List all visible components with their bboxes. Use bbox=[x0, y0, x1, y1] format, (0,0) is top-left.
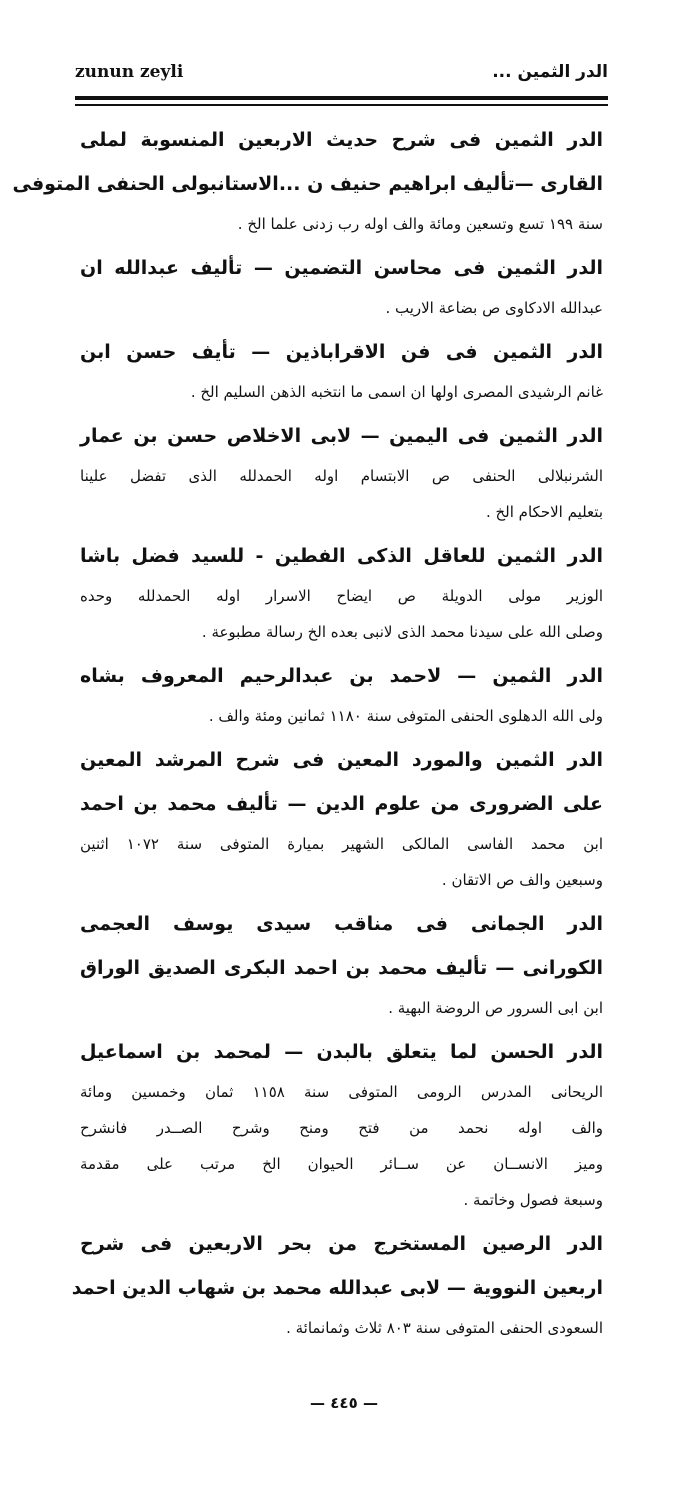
entry-heading-line: الدر الجمانى فى مناقب سيدى يوسف العجمى bbox=[80, 913, 603, 935]
header-right-title: الدر الثمين ... bbox=[492, 62, 608, 82]
header-rule-thick bbox=[75, 96, 608, 100]
entry-heading-line: على الضرورى من علوم الدين — تأليف محمد بن احمد bbox=[80, 793, 603, 815]
bibliography-entry bbox=[71, 1222, 603, 1346]
entry-text-line: السعودى الحنفى المتوفى سنة ٨٠٣ ثلاث وثمانمائة . bbox=[286, 1319, 603, 1337]
entry-text-line: وسبعة فصول وخاتمة . bbox=[463, 1191, 603, 1209]
entry-text-line: بتعليم الاحكام الخ . bbox=[485, 503, 603, 521]
entry-heading-line: الدر الثمين فى شرح حديث الاربعين المنسوبة لملى bbox=[80, 129, 603, 151]
entry-text-line: والف اوله نحمد من فتح ومنح وشرح الصــدر فانشرح bbox=[80, 1119, 603, 1137]
entry-text-line: عبدالله الادكاوى ص بضاعة الاريب . bbox=[385, 299, 603, 317]
entry-heading-line: الدر الثمين فى محاسن التضمين — تأليف عبدالله ان bbox=[80, 257, 603, 279]
entry-heading-line: الدر الحسن لما يتعلق بالبدن — لمحمد بن اسماعيل bbox=[80, 1041, 603, 1063]
entry-text-line: ابن ابى السرور ص الروضة البهية . bbox=[388, 999, 603, 1017]
entry-heading-line: الدر الثمين للعاقل الذكى الفطين - للسيد فضل باشا bbox=[80, 545, 603, 567]
bibliography-entry bbox=[80, 414, 603, 530]
running-header bbox=[75, 62, 608, 86]
entry-text-line: الوزير مولى الدويلة ص ايضاح الاسرار اوله الحمدلله وحده bbox=[80, 587, 603, 605]
entry-heading-line: الدر الثمين — لاحمد بن عبدالرحيم المعروف بشاه bbox=[80, 665, 603, 687]
entry-text-line: ابن محمد الفاسى المالكى الشهير بميارة المتوفى سنة ١٠٧٢ اثنين bbox=[80, 835, 603, 853]
entry-text-line: وصلى الله على سيدنا محمد الذى لانبى بعده الخ رسالة مطبوعة . bbox=[201, 623, 603, 641]
entry-text-line: وسبعين والف ص الاتقان . bbox=[441, 871, 603, 889]
bibliography-entry bbox=[80, 246, 603, 326]
entry-text-line: وميز الانســان عن ســائر الحيوان الخ مرتب على مقدمة bbox=[80, 1155, 603, 1173]
bibliography-entry bbox=[80, 330, 603, 410]
page-number: — ٤٤٥ — bbox=[310, 1394, 378, 1412]
bibliography-entry bbox=[80, 1030, 603, 1218]
bibliography-entry bbox=[80, 534, 603, 650]
header-rule-thin bbox=[75, 104, 608, 106]
entry-heading-line: الدر الثمين فى اليمين — لابى الاخلاص حسن بن عمار bbox=[80, 425, 603, 447]
entry-heading-line: اربعين النووية — لابى عبدالله محمد بن شهاب الدين احمد bbox=[71, 1277, 603, 1299]
entry-text-line: سنة ١٩٩ تسع وتسعين ومائة والف اوله رب زدنى علما الخ . bbox=[237, 215, 603, 233]
entry-text-line: الشرنبلالى الحنفى ص الابتسام اوله الحمدلله الذى تفضل علينا bbox=[80, 467, 603, 485]
bibliography-entry bbox=[80, 902, 603, 1026]
entry-heading-line: الدر الثمين فى فن الاقراباذين — تأيف حسن ابن bbox=[80, 341, 603, 363]
bibliography-entry bbox=[80, 654, 603, 734]
entry-text-line: غانم الرشيدى المصرى اولها ان اسمى ما انتخبه الذهن السليم الخ . bbox=[190, 383, 603, 401]
entry-heading-line: الدر الرصين المستخرج من بحر الاربعين فى شرح bbox=[80, 1233, 603, 1255]
bibliography-entry bbox=[80, 738, 603, 898]
entry-heading-line: الكورانى — تأليف محمد بن احمد البكرى الصديق الوراق bbox=[80, 957, 603, 979]
page-body bbox=[12, 118, 603, 1350]
entry-heading-line: القارى —تأليف ابراهيم حنيف ن ...الاستانبولى الحنفى المتوفى bbox=[12, 173, 603, 195]
entry-heading-line: الدر الثمين والمورد المعين فى شرح المرشد المعين bbox=[80, 749, 603, 771]
entry-text-line: ولى الله الدهلوى الحنفى المتوفى سنة ١١٨٠ ثمانين ومئة والف . bbox=[208, 707, 603, 725]
entry-text-line: الريحانى المدرس الرومى المتوفى سنة ١١٥٨ ثمان وخمسين ومائة bbox=[80, 1083, 603, 1101]
header-left-title: zunun zeyli bbox=[75, 62, 184, 82]
bibliography-entry bbox=[12, 118, 603, 242]
